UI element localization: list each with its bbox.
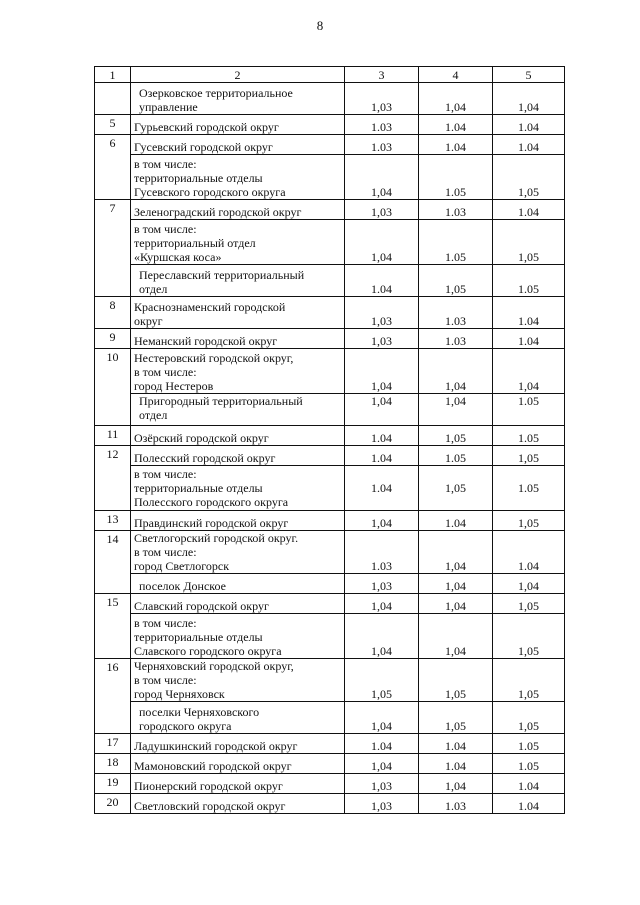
coefficient-col-4: 1,04 (419, 774, 493, 794)
table-row (95, 297, 565, 329)
coefficient-col-4: 1.03 (419, 794, 493, 814)
coefficient-col-4: 1.05 (419, 220, 493, 265)
table-row (95, 446, 565, 466)
coefficient-col-4: 1,04 (419, 531, 493, 574)
coefficient-col-5: 1,05 (493, 659, 565, 702)
coefficient-col-4: 1,04 (419, 394, 493, 426)
coefficient-col-3: 1,04 (345, 511, 419, 531)
territory-name: Нестеровский городской округ, в том числе: город Нестеров (131, 349, 345, 394)
coefficient-col-5: 1,04 (493, 574, 565, 594)
territory-name: Правдинский городской округ (131, 511, 345, 531)
coefficient-col-4: 1,05 (419, 702, 493, 734)
coefficient-col-5: 1.04 (493, 115, 565, 135)
coefficient-col-5: 1.05 (493, 734, 565, 754)
table-row (95, 794, 565, 814)
coefficient-col-4: 1.03 (419, 200, 493, 220)
table-row (95, 265, 565, 297)
coefficient-col-3: 1,03 (345, 83, 419, 115)
coefficient-col-5: 1.04 (493, 200, 565, 220)
table-row (95, 426, 565, 446)
coefficient-col-3: 1,03 (345, 329, 419, 349)
table-row (95, 200, 565, 220)
territory-name: в том числе: территориальные отделы Гусевского городского округа (131, 155, 345, 200)
header-col-1: 1 (95, 67, 131, 83)
coefficient-col-5: 1,05 (493, 614, 565, 659)
territory-name: Полесский городской округ (131, 446, 345, 466)
coefficient-col-5: 1.05 (493, 394, 565, 426)
coefficient-col-4: 1.05 (419, 155, 493, 200)
row-number: 14 (95, 531, 131, 594)
table-row (95, 115, 565, 135)
territory-name: Гусевский городской округ (131, 135, 345, 155)
territory-name: Краснознаменский городской округ (131, 297, 345, 329)
row-number: 13 (95, 511, 131, 531)
territory-name: поселки Черняховского городского округа (131, 702, 345, 734)
coefficient-col-5: 1.05 (493, 426, 565, 446)
header-col-3: 3 (345, 67, 419, 83)
table-row (95, 349, 565, 394)
territory-name: Неманский городской округ (131, 329, 345, 349)
table-row (95, 466, 565, 511)
coefficient-col-5: 1.04 (493, 794, 565, 814)
coefficient-col-5: 1,05 (493, 511, 565, 531)
coefficient-col-5: 1,05 (493, 594, 565, 614)
territory-name: в том числе: территориальные отделы Полесского городского округа (131, 466, 345, 511)
table-row (95, 614, 565, 659)
territory-name: Ладушкинский городской округ (131, 734, 345, 754)
coefficient-col-3: 1.04 (345, 734, 419, 754)
coefficient-col-3: 1.03 (345, 135, 419, 155)
table-row (95, 702, 565, 734)
coefficient-col-4: 1.03 (419, 329, 493, 349)
row-number: 17 (95, 734, 131, 754)
coefficient-col-3: 1,04 (345, 702, 419, 734)
coefficient-col-3: 1.04 (345, 446, 419, 466)
table-row (95, 531, 565, 574)
row-number: 15 (95, 594, 131, 659)
row-number (95, 83, 131, 115)
table-row (95, 734, 565, 754)
coefficient-col-3: 1,04 (345, 349, 419, 394)
territory-name: Пионерский городской округ (131, 774, 345, 794)
table-body (95, 67, 565, 814)
coefficient-col-3: 1.03 (345, 531, 419, 574)
coefficient-col-5: 1.05 (493, 265, 565, 297)
header-col-2: 2 (131, 67, 345, 83)
table-header-row (95, 67, 565, 83)
coefficient-col-4: 1.04 (419, 115, 493, 135)
coefficient-col-3: 1,04 (345, 754, 419, 774)
coefficient-col-4: 1,05 (419, 265, 493, 297)
coefficient-col-5: 1.04 (493, 774, 565, 794)
row-number: 19 (95, 774, 131, 794)
table-row (95, 220, 565, 265)
coefficient-col-3: 1,03 (345, 200, 419, 220)
territory-name: Светловский городской округ (131, 794, 345, 814)
row-number: 8 (95, 297, 131, 329)
coefficient-col-3: 1,03 (345, 794, 419, 814)
table-row (95, 329, 565, 349)
coefficient-col-5: 1.05 (493, 466, 565, 511)
table-row (95, 774, 565, 794)
coefficient-col-3: 1,04 (345, 220, 419, 265)
coefficient-col-4: 1,05 (419, 659, 493, 702)
territory-name: Славский городской округ (131, 594, 345, 614)
table-row (95, 83, 565, 115)
table-row (95, 594, 565, 614)
coefficient-col-3: 1.03 (345, 115, 419, 135)
coefficient-col-3: 1.04 (345, 265, 419, 297)
coefficients-table (94, 66, 565, 814)
territory-name: в том числе: территориальный отдел «Куршская коса» (131, 220, 345, 265)
coefficient-col-3: 1,04 (345, 155, 419, 200)
coefficient-col-5: 1.04 (493, 297, 565, 329)
coefficient-col-4: 1.05 (419, 446, 493, 466)
coefficient-col-5: 1,05 (493, 155, 565, 200)
coefficient-col-5: 1,05 (493, 702, 565, 734)
coefficient-col-4: 1.04 (419, 511, 493, 531)
row-number: 18 (95, 754, 131, 774)
coefficient-col-3: 1,04 (345, 394, 419, 426)
coefficient-col-4: 1,04 (419, 83, 493, 115)
coefficient-col-3: 1.04 (345, 426, 419, 446)
territory-name: Черняховский городской округ, в том числе: город Черняховск (131, 659, 345, 702)
coefficient-col-3: 1.04 (345, 466, 419, 511)
coefficient-col-5: 1.04 (493, 329, 565, 349)
coefficient-col-3: 1,03 (345, 774, 419, 794)
row-number: 5 (95, 115, 131, 135)
territory-name: Озерковское территориальное управление (131, 83, 345, 115)
coefficient-col-4: 1,04 (419, 349, 493, 394)
coefficient-col-4: 1,04 (419, 594, 493, 614)
coefficient-col-5: 1,04 (493, 83, 565, 115)
row-number: 9 (95, 329, 131, 349)
coefficient-col-4: 1,04 (419, 614, 493, 659)
table-row (95, 155, 565, 200)
table-row (95, 511, 565, 531)
coefficient-col-3: 1,04 (345, 594, 419, 614)
table-row (95, 659, 565, 702)
coefficient-col-5: 1,04 (493, 349, 565, 394)
header-col-4: 4 (419, 67, 493, 83)
coefficient-col-3: 1,04 (345, 614, 419, 659)
coefficient-col-5: 1.04 (493, 135, 565, 155)
coefficient-col-4: 1.04 (419, 754, 493, 774)
row-number: 6 (95, 135, 131, 200)
table-row (95, 135, 565, 155)
table-row (95, 574, 565, 594)
coefficient-col-3: 1,05 (345, 659, 419, 702)
row-number: 11 (95, 426, 131, 446)
territory-name: поселок Донское (131, 574, 345, 594)
territory-name: в том числе: территориальные отделы Славского городского округа (131, 614, 345, 659)
coefficient-col-5: 1,05 (493, 446, 565, 466)
row-number: 10 (95, 349, 131, 426)
territory-name: Озёрский городской округ (131, 426, 345, 446)
coefficient-col-3: 1,03 (345, 574, 419, 594)
territory-name: Зеленоградский городской округ (131, 200, 345, 220)
row-number: 20 (95, 794, 131, 814)
coefficient-col-3: 1,03 (345, 297, 419, 329)
territory-name: Пригородный территориальный отдел (131, 394, 345, 426)
header-col-5: 5 (493, 67, 565, 83)
coefficient-col-4: 1,05 (419, 466, 493, 511)
coefficient-col-4: 1.04 (419, 734, 493, 754)
territory-name: Мамоновский городской округ (131, 754, 345, 774)
row-number: 16 (95, 659, 131, 734)
table-row (95, 394, 565, 426)
page-number: 8 (316, 18, 324, 33)
coefficient-col-4: 1,05 (419, 426, 493, 446)
coefficient-col-5: 1,05 (493, 220, 565, 265)
row-number: 12 (95, 446, 131, 511)
territory-name: Гурьевский городской округ (131, 115, 345, 135)
coefficient-col-4: 1,04 (419, 574, 493, 594)
coefficient-col-5: 1.04 (493, 531, 565, 574)
row-number: 7 (95, 200, 131, 297)
coefficient-col-4: 1.04 (419, 135, 493, 155)
table-row (95, 754, 565, 774)
territory-name: Переславский территориальный отдел (131, 265, 345, 297)
coefficient-col-4: 1.03 (419, 297, 493, 329)
territory-name: Светлогорский городской округ. в том числе: город Светлогорск (131, 531, 345, 574)
coefficient-col-5: 1.05 (493, 754, 565, 774)
